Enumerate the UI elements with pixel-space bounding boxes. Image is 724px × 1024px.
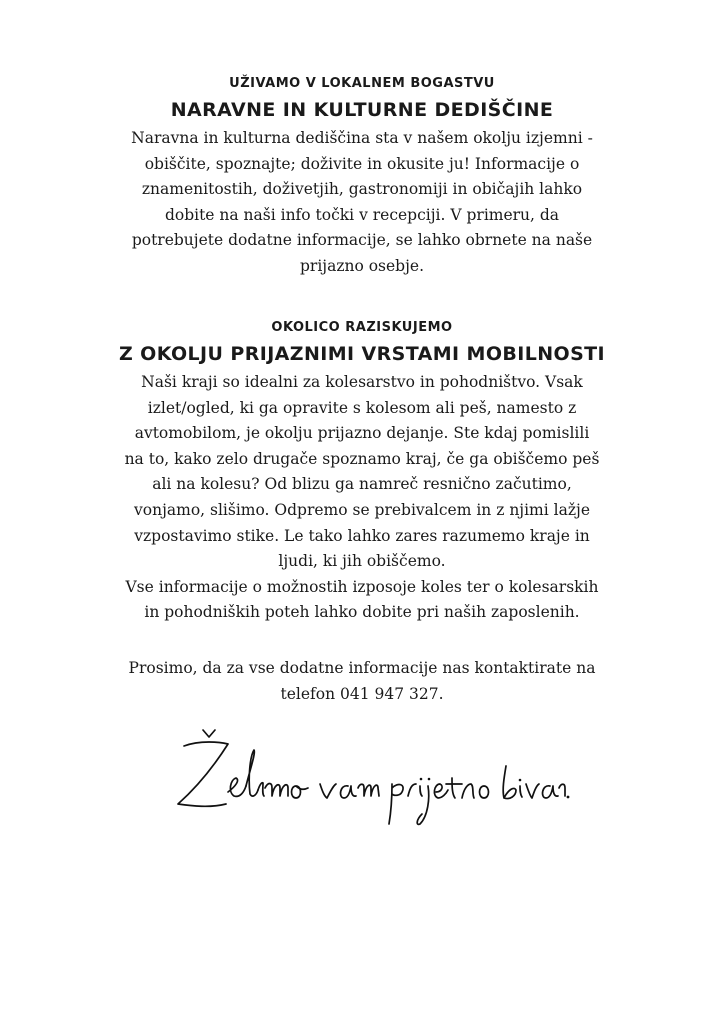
contact-note [0, 656, 724, 707]
mobility-section [0, 317, 724, 626]
body-line: vonjamo, slišimo. Odpremo se prebivalcem in z njimi lažje [134, 500, 590, 519]
heritage-kicker: UŽIVAMO V LOKALNEM BOGASTVU [229, 76, 495, 91]
body-line: ali na kolesu? Od blizu ga namreč resnično začutimo, [152, 475, 572, 494]
body-line: avtomobilom, je okolju prijazno dejanje. Ste kdaj pomislili [134, 424, 590, 443]
contact-line: Prosimo, da za vse dodatne informacije nas kontaktirate na [128, 659, 596, 677]
body-line: Naši kraji so idealni za kolesarstvo in pohodništvo. Vsak [141, 373, 583, 391]
heritage-section [0, 73, 724, 280]
heritage-body [0, 126, 724, 280]
body-line: Naravna in kulturna dediščina sta v našem okolju izjemni - [131, 129, 593, 147]
body-line: in pohodniških poteh lahko dobite pri naših zaposlenih. [144, 603, 580, 622]
mobility-kicker: OKOLICO RAZISKUJEMO [271, 320, 453, 335]
heritage-heading: NARAVNE IN KULTURNE DEDIŠČINE [170, 99, 554, 121]
body-line: dobite na naši info točki v recepciji. V primeru, da [164, 205, 560, 224]
body-line: Vse informacije o možnostih izposoje koles ter o kolesarskih [125, 577, 599, 596]
mobility-body [0, 370, 724, 626]
mobility-heading: Z OKOLJU PRIJAZNIMI VRSTAMI MOBILNOSTI [118, 343, 605, 365]
body-line: prijazno osebje. [299, 256, 425, 275]
body-line: vzpostavimo stike. Le tako lahko zares razumemo kraje in [134, 526, 590, 545]
handwritten-signature [170, 726, 570, 836]
body-line: potrebujete dodatne informacije, se lahko obrnete na naše [131, 231, 593, 250]
body-line: na to, kako zelo drugače spoznamo kraj, če ga obiščemo peš [124, 449, 600, 468]
body-line: ljudi, ki jih obiščemo. [278, 552, 446, 571]
body-line: obiščite, spoznajte; doživite in okusite ju! Informacije o [144, 154, 580, 173]
body-line: znamenitostih, doživetjih, gastronomiji in običajih lahko [141, 180, 583, 199]
contact-line: telefon 041 947 327. [280, 684, 444, 703]
body-line: izlet/ogled, ki ga opravite s kolesom ali peš, namesto z [147, 398, 577, 417]
